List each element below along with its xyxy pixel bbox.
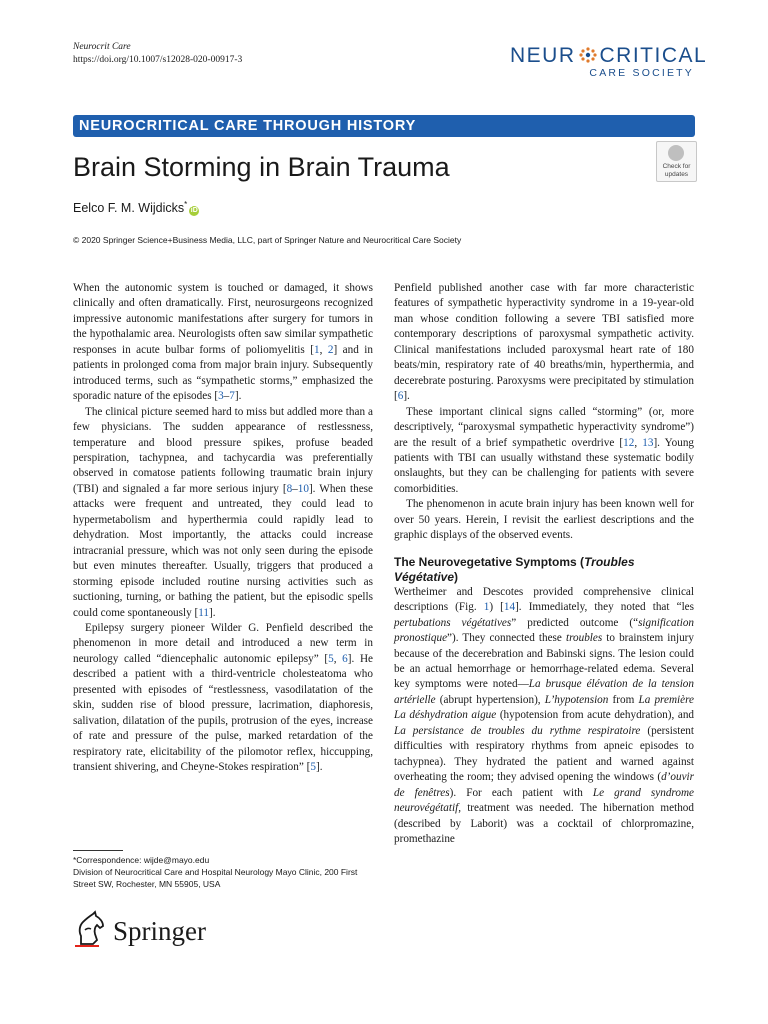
text-run: ]. When these attacks were frequent and untreated, they could lead to hypermetabolism and hyperthermia could rapidly lead to dehydration. Most importantly, the attacks could increase intracranial pressure, which was not only seen during the episode but even minutes thereafter. Usually, triggers that produced a storming episode included routine nursing activities such as suctioning, turning, or bathing the patient, but the episodic spells could come spontaneously [ (73, 482, 373, 619)
text-run: ” predicted outcome (“ (511, 616, 639, 629)
text-run: (hypotension from acute dehydration), and (496, 709, 695, 722)
text-run: ) [ (489, 601, 504, 614)
text-run: ]. (315, 761, 323, 774)
section-heading: The Neurovegetative Symptoms (Troubles Végétative) (394, 554, 635, 584)
text-run: – (292, 482, 298, 495)
springer-logo (73, 910, 223, 950)
check-for-updates-label: Check for updates (662, 163, 691, 178)
affiliation: Division of Neurocritical Care and Hospital Neurology Mayo Clinic, 200 First Street SW, Rochester, MN 55905, USA (73, 867, 358, 889)
text-run: The phenomenon in acute brain injury has been known well for over 50 years. Herein, I revisit the earliest descriptions and the graphic displays of the observed events. (394, 498, 694, 542)
text-run: ]. He described a patient with a third-ventricle cholesteatoma who presented with episodes of “restlessness, vasodilatation of the skin, sudden rise of blood pressure, lacrimation, diaphoresis, salivation, dilatation of the pupils, protrusion of the eyes, increase of rate and pressure of the pulse, marked retardation of the respiratory rate, elicitability of the pilomotor reflex, hiccupping, transient shivering, and Cheyne-Stokes respiration” [ (73, 652, 374, 774)
text-run: from (608, 693, 639, 706)
text-run: ] and in patients in prolonged coma from major brain injury. Subsequently introduced terms, such as “sympathetic storms,” emphasized the sporadic nature of the episodes [ (73, 343, 373, 403)
author-name[interactable]: Eelco F. M. Wijdicks (73, 201, 185, 216)
italic-phrase: L’hypotension (544, 693, 609, 706)
citation-link[interactable]: 5 (328, 652, 334, 665)
italic-phrase: La brusque élévation de la tension artérielle (394, 678, 694, 706)
text-run: ]. (403, 390, 410, 403)
citation-link[interactable]: 3 (218, 390, 224, 403)
text-run: ]. Immediately, they noted that “les (515, 601, 694, 614)
text-run: ”). They connected these (447, 632, 566, 645)
orcid-icon[interactable]: iD (190, 207, 198, 215)
correspondence-email[interactable]: *Correspondence: wijde@mayo.edu (73, 855, 210, 865)
left-column (73, 281, 373, 776)
citation-link[interactable]: 12 (623, 436, 635, 449)
italic-phrase: La première La déshydration aigue (394, 693, 695, 722)
italic-phrase: signification pronostique (394, 616, 694, 645)
italic-phrase: pertubations végétatives (394, 616, 512, 629)
logo-subtitle: CARE SOCIETY (589, 67, 694, 79)
paragraph (73, 281, 373, 405)
paragraph (394, 405, 694, 498)
citation-link[interactable]: 5 (310, 761, 316, 774)
article-title: Brain Storming in Brain Trauma (73, 152, 450, 182)
citation-link[interactable]: 7 (229, 390, 235, 403)
logo-text-right: CRITICAL (599, 44, 708, 67)
text-run: (persistent difficulties with respiratory rhythms from apneic episodes to tachypnea). They hydrated the patient and warned against overheating the room; they advised opening the windows ( (394, 724, 694, 784)
check-for-updates-badge[interactable] (656, 141, 697, 182)
correspondence-mark: * (184, 200, 188, 209)
citation-link[interactable]: 1 (483, 601, 490, 614)
text-run: The clinical picture seemed hard to miss but addled more than a few physicians. The sudden appearance of restlessness, temperature and blood pressure spikes, profuse beaded perspiration, tachypnea, and tachycardia was preferentially observed in comatose patients following traumatic brain injury (TBI) and signaled a far more serious injury [ (73, 405, 373, 495)
right-column (394, 281, 694, 847)
text-run: These important clinical signs called “storming” (or, more descriptively, “paroxysmal sympathetic hyperactivity syndrome”) are the result of a brief sympathetic overdrive [ (394, 405, 694, 449)
citation-link[interactable]: 6 (342, 652, 348, 665)
text-run: , (333, 652, 343, 665)
citation-link[interactable]: 13 (642, 436, 654, 449)
logo-emblem-icon (577, 46, 599, 64)
footnote (73, 854, 373, 890)
paragraph (73, 405, 373, 621)
springer-horse-icon (73, 910, 107, 948)
footnote-rule (73, 850, 123, 851)
citation-link[interactable]: 8 (286, 482, 293, 495)
doi-link[interactable]: https://doi.org/10.1007/s12028-020-00917-3 (73, 55, 243, 65)
citation-link[interactable]: 11 (198, 606, 209, 619)
text-run: Epilepsy surgery pioneer Wilder G. Penfield described the phenomenon in more detail and introduced a new term in neurology called “diencephalic autonomic epilepsy” [ (73, 621, 373, 665)
text-run: ]. Young patients with TBI can usually withstand these systematic bodily onslaughts, but they can be challenging for patients with severe comorbidities. (394, 436, 695, 495)
italic-phrase: La persistance de troubles du rythme respiratoire (394, 724, 641, 737)
paragraph (73, 621, 373, 776)
citation-link[interactable]: 6 (397, 390, 404, 403)
italic-phrase: d’ouvir de fenêtres (394, 771, 694, 799)
publisher-name: Springer (113, 916, 206, 946)
logo-wordmark (510, 44, 707, 68)
paragraph (394, 497, 694, 543)
text-run: Wertheimer and Descotes provided comprehensive clinical descriptions (Fig. (394, 585, 694, 614)
text-run: , (319, 343, 328, 356)
section-banner (73, 115, 695, 137)
text-run: (abrupt hypertension), (435, 693, 545, 706)
update-badge-icon (668, 145, 684, 161)
citation-link[interactable]: 14 (503, 601, 516, 614)
text-run: Penfield published another case with far more characteristic features of sympathetic hyperactivity syndrome in a 19-year-old man whose condition following a severe TBI satisfied more contemporary descriptions of paroxysmal sympathetic activity. Clinical manifestations included paroxysmal heart rate of 180 beats/min, respiratory rate of 40 breaths/min, hyperthermia, and decerebrate posturing. Paroxysms were precipitated by stimulation [ (394, 282, 694, 403)
banner-label: NEUROCRITICAL CARE THROUGH HISTORY (79, 118, 417, 134)
text-run: ). For each patient with (449, 786, 593, 799)
journal-name: Neurocrit Care (73, 42, 131, 52)
author-line (73, 197, 199, 216)
society-logo (510, 44, 708, 84)
citation-link[interactable]: 2 (327, 343, 334, 356)
text-run: When the autonomic system is touched or damaged, it shows clinically and often dramatically. First, neurosurgeons recognized impressive autonomic manifestations after surgery for tumors in the hypothalamic area. Neurologists often saw similar sympathetic responses in acute bulbar forms of poliomyelitis [ (73, 282, 373, 356)
text-run: , treatment was needed. The hibernation method (described by Laborit) was a cocktail of chlorpromazine, promethazine (394, 802, 694, 845)
paragraph (394, 585, 694, 848)
text-run: to brainstem injury because of the decerebration and Babinski signs. The lesion could be an actual hemorrhage or hemorrhage-related edema. Several key symptoms were noted— (394, 632, 695, 691)
paragraph (394, 281, 694, 405)
text-run: – (223, 390, 230, 403)
text-run: ]. (234, 390, 242, 403)
copyright-notice: © 2020 Springer Science+Business Media, LLC, part of Springer Nature and Neurocritical Care Society (73, 235, 462, 245)
italic-phrase: Le grand syndrome neurovégétatif (394, 786, 695, 815)
citation-link[interactable]: 1 (313, 343, 320, 356)
italic-phrase: troubles (565, 632, 603, 645)
text-run: ]. (209, 606, 216, 619)
citation-link[interactable]: 10 (297, 482, 309, 495)
logo-text-left: NEUR (510, 44, 576, 67)
text-run: , (634, 436, 643, 449)
